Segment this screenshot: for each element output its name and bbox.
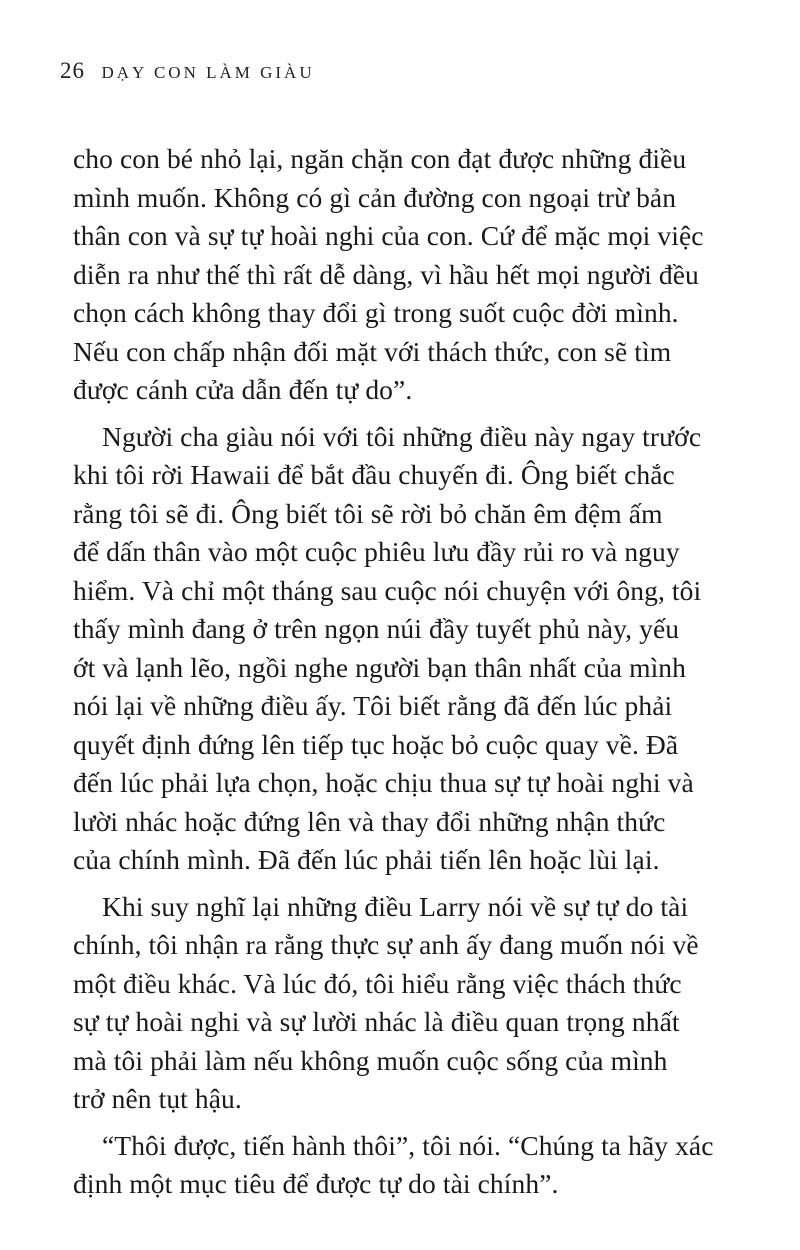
text-line: diễn ra như thế thì rất dễ dàng, vì hầu hết mọi người đều [73,258,699,290]
text-line: chính, tôi nhận ra rằng thực sự anh ấy đang muốn nói về [73,929,699,960]
paragraph-2 [73,418,753,880]
text-line: thấy mình đang ở trên ngọn núi đầy tuyết phủ này, yếu [73,613,680,644]
text-line: thân con và sự tự hoài nghi của con. Cứ để mặc mọi việc [73,220,704,251]
paragraph-4 [73,1127,753,1204]
body-text [73,140,753,1212]
book-title: DẠY CON LÀM GIÀU [101,63,315,82]
text-line: rằng tôi sẽ đi. Ông biết tôi sẽ rời bỏ chăn êm đệm ấm [73,497,663,529]
text-line: định một mục tiêu để được tự do tài chính”. [73,1168,559,1199]
text-line: khi tôi rời Hawaii để bắt đầu chuyến đi. Ông biết chắc [73,459,675,490]
text-line: quyết định đứng lên tiếp tục hoặc bỏ cuộc quay về. Đã [73,728,679,760]
text-line: chọn cách không thay đổi gì trong suốt cuộc đời mình. [73,297,679,328]
text-line: một điều khác. Và lúc đó, tôi hiểu rằng việc thách thức [73,967,682,999]
text-line: của chính mình. Đã đến lúc phải tiến lên hoặc lùi lại. [73,844,660,875]
text-line: Nếu con chấp nhận đối mặt với thách thức, con sẽ tìm [73,335,672,367]
paragraph-1 [73,140,753,410]
text-line: lười nhác hoặc đứng lên và thay đổi những nhận thức [73,805,666,837]
paragraph-3 [73,888,753,1119]
text-line: cho con bé nhỏ lại, ngăn chặn con đạt được những điều [73,143,687,174]
running-head [60,58,315,84]
text-line: sự tự hoài nghi và sự lười nhác là điều quan trọng nhất [73,1006,680,1037]
text-line: Khi suy nghĩ lại những điều Larry nói về sự tự do tài [102,890,689,922]
text-line: mà tôi phải làm nếu không muốn cuộc sống của mình [73,1044,668,1076]
text-line: hiểm. Và chỉ một tháng sau cuộc nói chuyện với ông, tôi [73,574,702,606]
text-line: để dấn thân vào một cuộc phiêu lưu đầy rủi ro và nguy [73,536,680,567]
text-line: Người cha giàu nói với tôi những điều này ngay trước [102,420,702,452]
page-number: 26 [60,58,85,83]
text-line: “Thôi được, tiến hành thôi”, tôi nói. “Chúng ta hãy xác [102,1129,714,1161]
text-line: trở nên tụt hậu. [73,1083,242,1114]
text-line: đến lúc phải lựa chọn, hoặc chịu thua sự tự hoài nghi và [73,767,694,798]
text-line: được cánh cửa dẫn đến tự do”. [73,374,413,405]
text-line: nói lại về những điều ấy. Tôi biết rằng đã đến lúc phải [73,690,673,721]
text-line: ớt và lạnh lẽo, ngồi nghe người bạn thân nhất của mình [73,651,687,683]
text-line: mình muốn. Không có gì cản đường con ngoại trừ bản [73,181,677,213]
